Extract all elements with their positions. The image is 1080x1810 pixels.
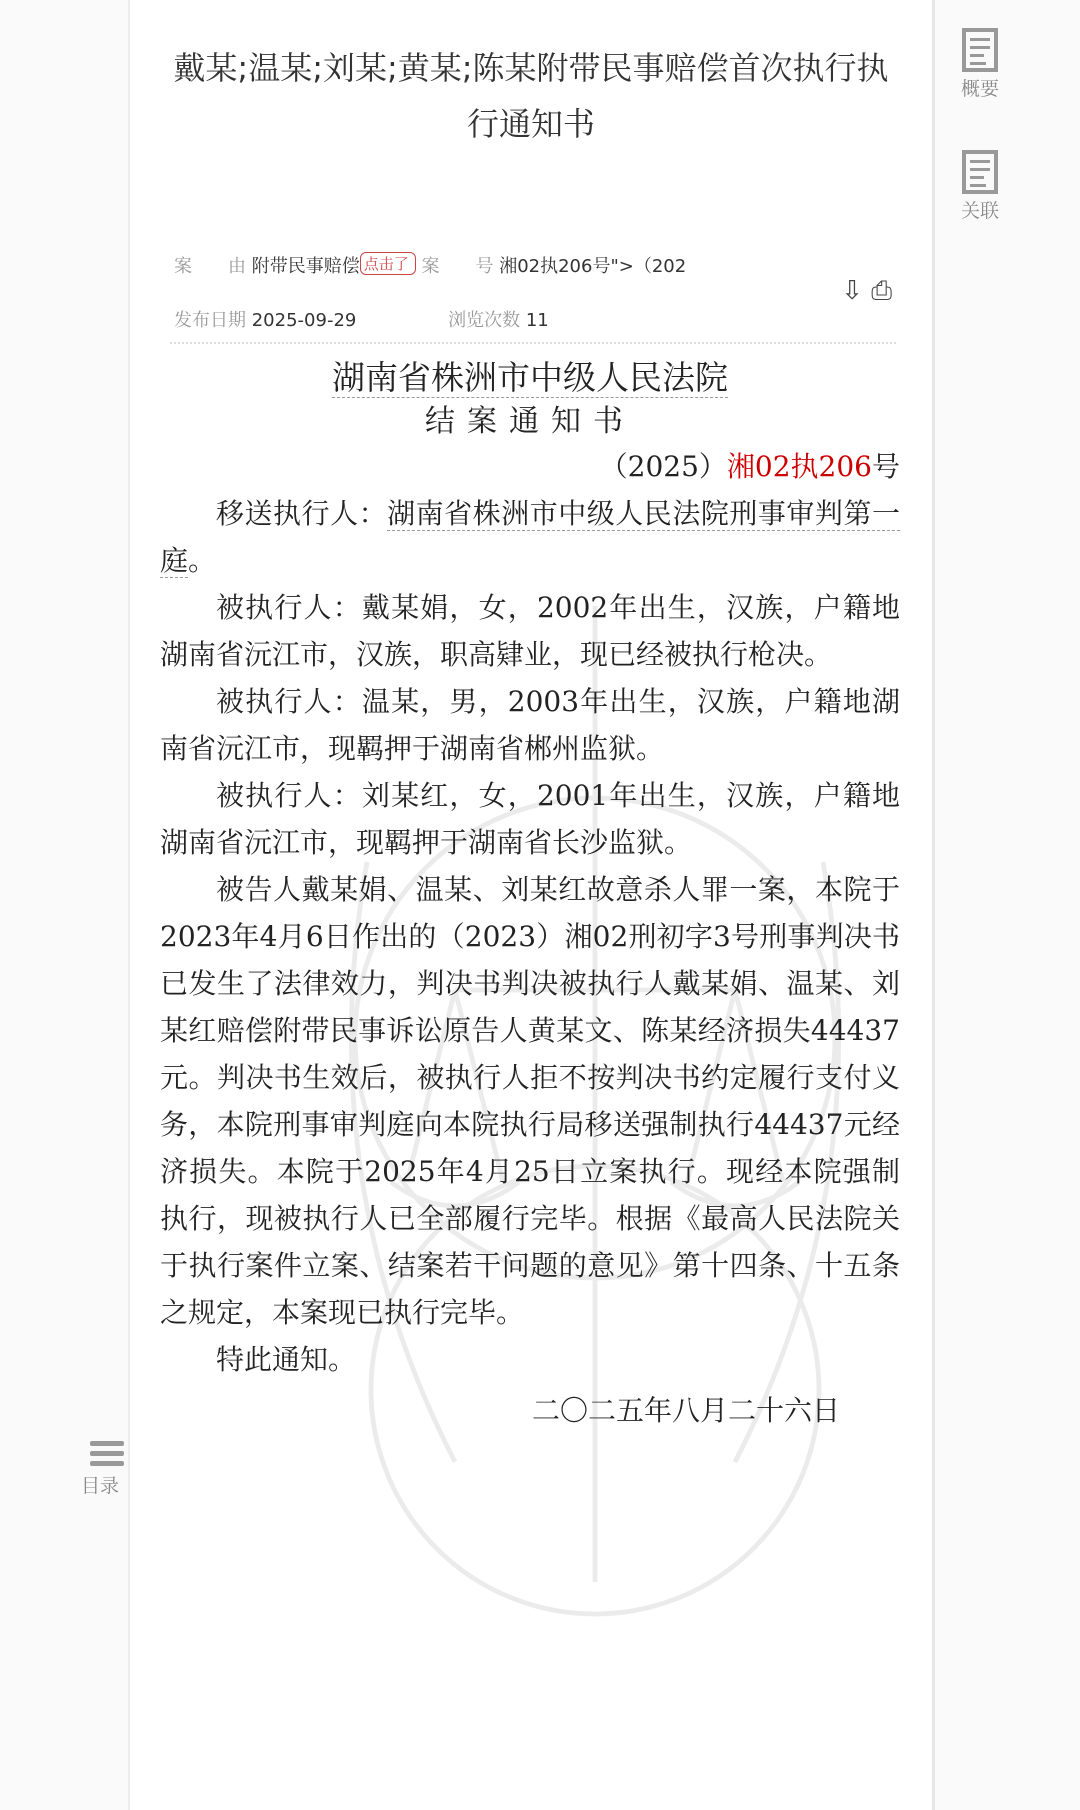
date-value: 2025-09-29 <box>251 310 357 331</box>
court-name <box>160 356 900 400</box>
page-title: 戴某;温某;刘某;黄某;陈某附带民事赔偿首次执行执行通知书 <box>173 49 889 143</box>
document-column <box>128 0 935 1810</box>
click-tag[interactable]: 点击了 <box>360 252 416 275</box>
toc-label: 目录 <box>80 1475 119 1497</box>
document-body <box>160 356 900 1434</box>
number-suffix: 号 <box>871 450 900 483</box>
transferor-label: 移送执行人： <box>216 497 388 530</box>
document-icon <box>962 28 998 72</box>
paragraph: 被执行人：戴某娟，女，2002年出生，汉族，户籍地湖南省沅江市，汉族，职高肄业，现已经被执行枪决。 <box>160 591 900 671</box>
cause-value: 附带民事赔偿 <box>251 256 360 277</box>
transferor-paragraph: 移送执行人：湖南省株洲市中级人民法院刑事审判第一庭。 <box>160 497 900 577</box>
paragraph: 被执行人：温某，男，2003年出生，汉族，户籍地湖南省沅江市，现羁押于湖南省郴州监狱。 <box>160 685 900 765</box>
case-no-value: 湘02执206号">（202 <box>499 256 687 277</box>
doc-type: 结案通知书 <box>425 404 635 439</box>
cause-label: 案 由 <box>174 256 246 277</box>
case-number <box>160 444 900 490</box>
transferor-link[interactable]: 湖南省株洲市中级人民法院刑事审判第一庭 <box>160 497 900 577</box>
paragraph: 特此通知。 <box>216 1343 357 1376</box>
cloud-download-icon[interactable]: ⇩ <box>841 276 863 306</box>
numbered-list-icon <box>76 1441 124 1466</box>
sidebar-related[interactable] <box>940 150 1020 223</box>
number-prefix: （2025） <box>599 450 727 483</box>
toc-button[interactable] <box>70 1436 130 1498</box>
case-no-label: 案 号 <box>421 256 494 277</box>
views-label: 浏览次数 <box>448 310 521 331</box>
document-icon <box>962 150 998 194</box>
views-value: 11 <box>525 310 549 331</box>
document-date: 二〇二五年八月二十六日 <box>531 1394 840 1427</box>
publish-meta-row <box>174 306 549 332</box>
divider <box>170 342 896 344</box>
paragraph: 被执行人：刘某红，女，2001年出生，汉族，户籍地湖南省沅江市，现羁押于湖南省长沙监狱。 <box>160 779 900 859</box>
date-label: 发布日期 <box>174 310 246 331</box>
sidebar-summary[interactable] <box>940 28 1020 101</box>
printer-icon[interactable]: ⎙ <box>871 276 892 306</box>
toolbar <box>841 276 892 307</box>
sidebar-summary-label: 概要 <box>960 78 999 100</box>
number-highlight: 湘02执206 <box>726 450 872 483</box>
case-meta-row <box>174 252 686 278</box>
paragraph: 被告人戴某娟、温某、刘某红故意杀人罪一案，本院于2023年4月6日作出的（2023）湘02刑初字3号刑事判决书已发生了法律效力，判决书判决被执行人戴某娟、温某、刘某红赔偿附带民事诉讼原告人黄某文、陈某经济损失44437元。判决书生效后，被执行人拒不按判决书约定履行支付义务，本院刑事审判庭向本院执行局移送强制执行44437元经济损失。本院于2025年4月25日立案执行。现经本院强制执行，现被执行人已全部履行完毕。根据《最高人民法院关于执行案件立案、结案若干问题的意见》第十四条、十五条之规定，本案现已执行完毕。 <box>160 873 900 1329</box>
court-name-text: 湖南省株洲市中级人民法院 <box>332 358 728 397</box>
sidebar-related-label: 关联 <box>960 200 999 222</box>
